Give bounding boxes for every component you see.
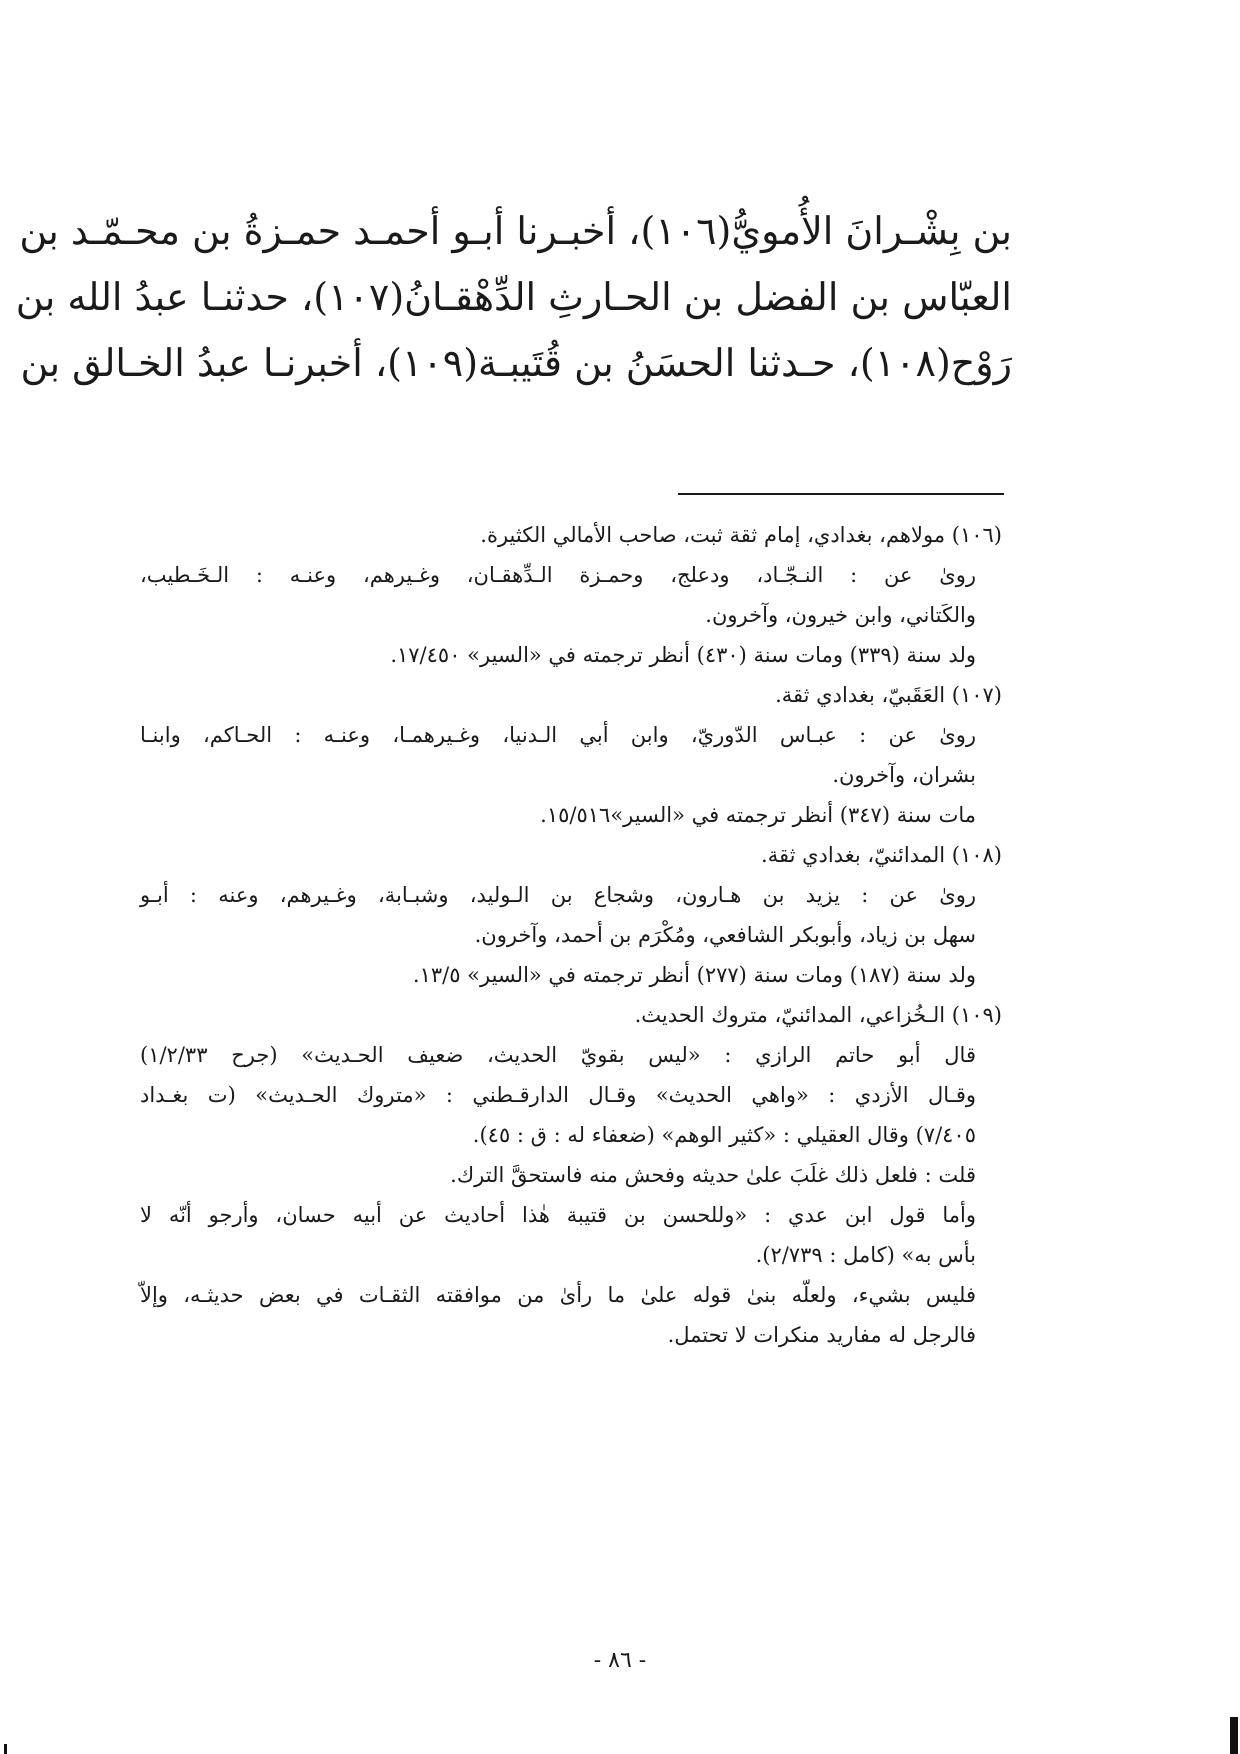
footnote-line: ولد سنة (٣٣٩) ومات سنة (٤٣٠) أنظر ترجمته في «السير» ١٧/٤٥٠.: [390, 643, 976, 667]
main-text-line: العبّاس بن الفضل بن الحـارثِ الدِّهْقـانُ(١٠٧)، حدثنـا عبدُ الله بن: [15, 275, 1012, 319]
footnote-line: بشران، وآخرون.: [832, 763, 976, 787]
scan-edge-mark: [4, 1744, 7, 1754]
footnote-line: روىٰ عن : النـجّـاد، ودعلج، وحمـزة الـدِّهقـان، وغـيرهم، وعنـه : الـخَـطيب،: [140, 563, 976, 587]
scan-edge-mark: [1230, 1717, 1238, 1754]
footnote-line: ولد سنة (١٨٧) ومات سنة (٢٧٧) أنظر ترجمته في «السير» ١٣/٥.: [412, 963, 976, 987]
footnote-line: روىٰ عن : يزيد بن هـارون، وشجاع بن الـوليد، وشبـابة، وغـيرهم، وعنه : أبـو: [140, 883, 976, 907]
footnote-heading-line: (١٠٧) العَقَبيّ، بغدادي ثقة.: [775, 683, 1002, 707]
footnote-line: فالرجل له مفاريد منكرات لا تحتمل.: [667, 1323, 976, 1347]
footnote-line: قال أبو حاتم الرازي : «ليس بقويّ الحديث، ضعيف الحـديث» (جرح ١/٢/٣٣): [140, 1043, 976, 1067]
footnote-heading-line: (١٠٩) الـخُزاعي، المدائنيّ، متروك الحديث.: [634, 1003, 1002, 1027]
page-number: - ٨٦ -: [593, 1648, 647, 1673]
main-text-line: بن بِشْـرانَ الأُمويُّ(١٠٦)، أخبـرنا أبـو أحمـد حمـزةُ بن محـمّـد بن: [19, 209, 1012, 253]
footnote-line: سهل بن زياد، وأبوبكر الشافعي، ومُكْرَم بن أحمد، وآخرون.: [474, 923, 976, 947]
footnote-line: بأس به» (كامل : ٢/٧٣٩).: [755, 1243, 976, 1267]
footnote-line: مات سنة (٣٤٧) أنظر ترجمته في «السير»١٥/٥١٦.: [540, 803, 976, 827]
main-text-block: [15, 198, 1012, 396]
main-text-line: رَوْح(١٠٨)، حـدثنا الحسَنُ بن قُتَيبـة(١٠٩)، أخبرنـا عبدُ الخـالق بن: [20, 341, 1012, 385]
footnote-heading-line: (١٠٨) المدائنيّ، بغدادي ثقة.: [761, 843, 1002, 867]
footnote-line: ٧/٤٠٥) وقال العقيلي : «كثير الوهم» (ضعفاء له : ق : ٤٥).: [472, 1123, 976, 1147]
footnote-separator: [678, 493, 1004, 495]
footnote-line: فليس بشيء، ولعلّه بنىٰ قوله علىٰ ما رأىٰ من موافقته الثقـات في بعض حديثـه، وإلاّ: [140, 1283, 976, 1307]
footnote-line: والكَتاني، وابن خيرون، وآخرون.: [705, 603, 976, 627]
footnotes-block: [140, 515, 1002, 1355]
footnote-line: وقـال الأزدي : «واهي الحديث» وقـال الدارقـطني : «متروك الحـديث» (ت بغـداد: [140, 1083, 976, 1107]
footnote-heading-line: (١٠٦) مولاهم، بغدادي، إمام ثقة ثبت، صاحب الأمالي الكثيرة.: [480, 523, 1002, 547]
footnote-line: روىٰ عن : عبـاس الدّوريّ، وابن أبي الـدنيا، وغـيرهمـا، وعنـه : الحـاكم، وابنـا: [140, 723, 976, 747]
footnote-line: وأما قول ابن عدي : «وللحسن بن قتيبة هٰذا أحاديث عن أبيه حسان، وأرجو أنّه لا: [140, 1203, 976, 1227]
footnote-line: قلت : فلعل ذلك غلَبَ علىٰ حديثه وفحش منه فاستحقَّ الترك.: [450, 1163, 976, 1187]
